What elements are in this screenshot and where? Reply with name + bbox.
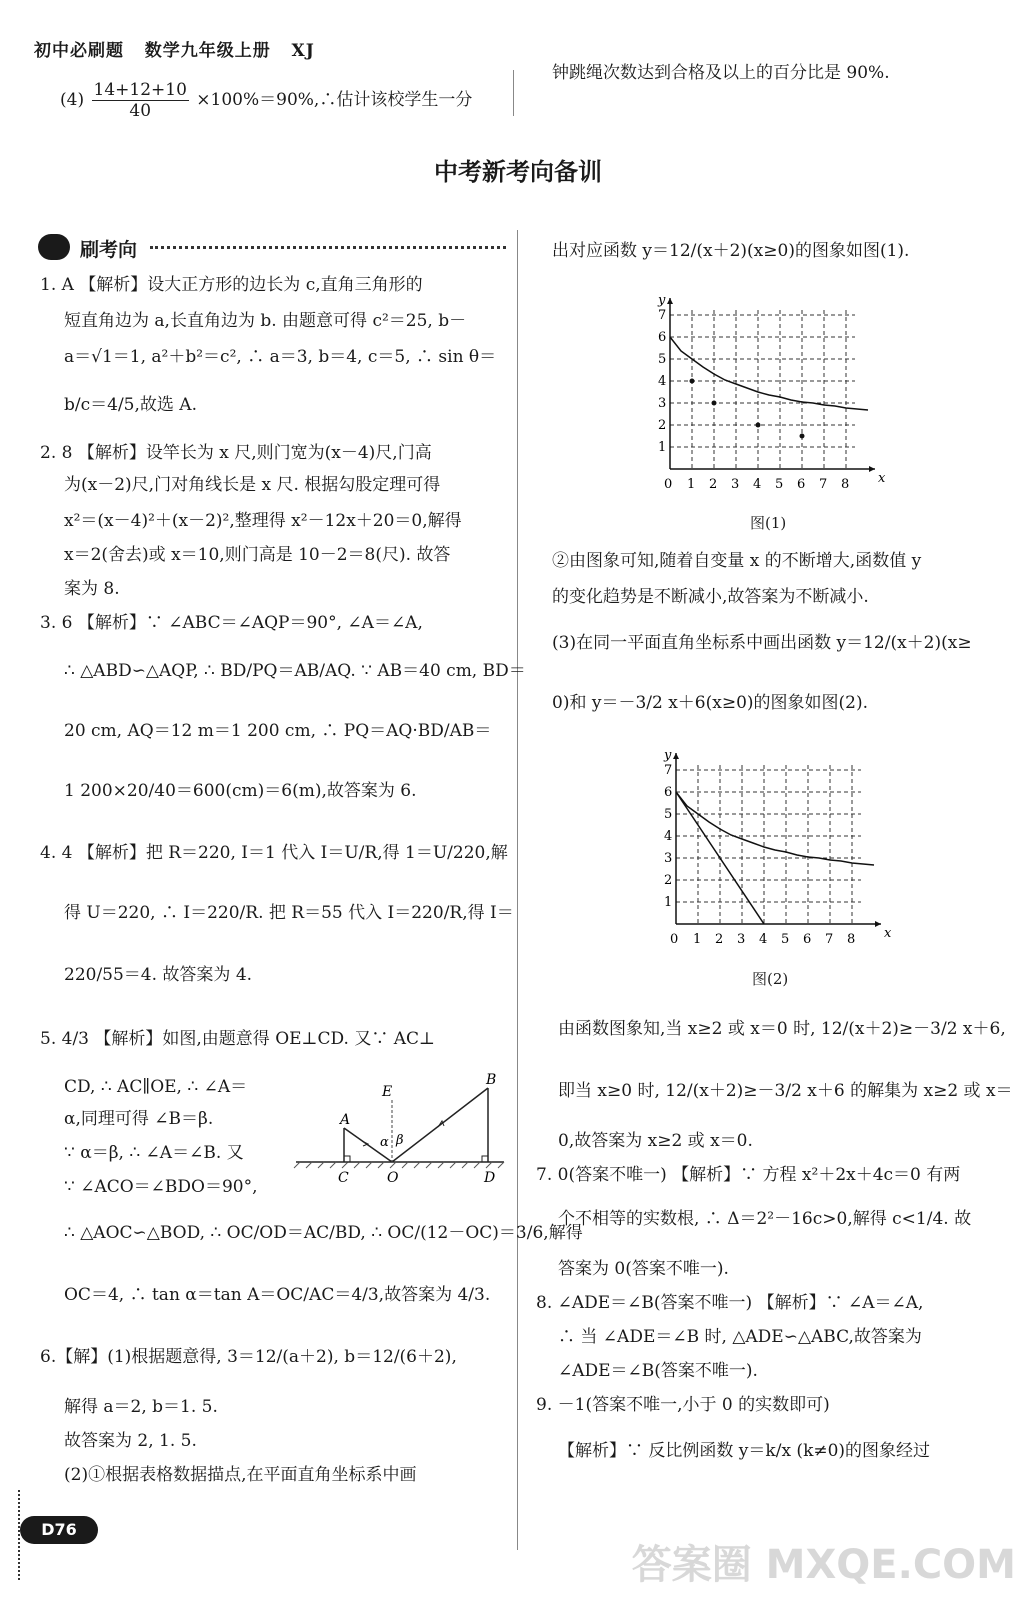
- svg-text:7: 7: [664, 763, 673, 778]
- svg-text:1: 1: [664, 895, 673, 910]
- page-edge-dots: [18, 1490, 20, 1580]
- left-line-0: 1. A 【解析】设大正方形的边长为 c,直角三角形的: [40, 275, 423, 295]
- tag-icon: [38, 234, 70, 260]
- label-E: E: [382, 1084, 393, 1100]
- left-line-7: x＝2(舍去)或 x＝10,则门高是 10－2＝8(尺). 故答: [64, 545, 451, 565]
- section-tag: 刷考向: [38, 232, 508, 262]
- svg-text:5: 5: [658, 352, 667, 367]
- left-line-5: 为(x－2)尺,门对角线长是 x 尺. 根据勾股定理可得: [64, 475, 441, 495]
- page-number: D76: [20, 1516, 98, 1544]
- left-line-2: a＝√1＝1, a²＋b²＝c², ∴ a＝3, b＝4, c＝5, ∴ sin θ＝: [64, 347, 497, 367]
- right-line-9: 0,故答案为 x≥2 或 x＝0.: [558, 1131, 753, 1151]
- left-line-14: 得 U＝220, ∴ I＝220/R. 把 R＝55 代入 I＝220/R,得 I＝: [64, 903, 514, 923]
- label-C: C: [338, 1170, 349, 1186]
- left-line-6: x²＝(x－4)²＋(x－2)²,整理得 x²－12x＋20＝0,解得: [64, 511, 462, 531]
- left-line-22: OC＝4, ∴ tan α＝tan A＝OC/AC＝4/3,故答案为 4/3.: [64, 1285, 491, 1305]
- left-line-15: 220/55＝4. 故答案为 4.: [64, 965, 253, 985]
- right-line-8: 即当 x≥0 时, 12/(x＋2)≥－3/2 x＋6 的解集为 x≥2 或 x＝: [558, 1081, 1013, 1101]
- graph-1: [650, 290, 890, 495]
- right-line-7: 由函数图象知,当 x≥2 或 x＝0 时, 12/(x＋2)≥－3/2 x＋6,: [558, 1019, 1006, 1039]
- left-line-10: ∴ △ABD∽△AQP, ∴ BD/PQ＝AB/AQ. ∵ AB＝40 cm, BD＝: [64, 661, 526, 681]
- left-line-20: ∵ ∠ACO＝∠BDO＝90°,: [64, 1177, 258, 1197]
- svg-text:x: x: [878, 471, 886, 486]
- right-line-14: ∴ 当 ∠ADE＝∠B 时, △ADE∽△ABC,故答案为: [558, 1327, 922, 1347]
- label-A: A: [340, 1112, 351, 1128]
- right-line-16: 9. －1(答案不唯一,小于 0 的实数即可): [536, 1395, 830, 1415]
- right-line-10: 7. 0(答案不唯一) 【解析】∵ 方程 x²＋2x＋4c＝0 有两: [536, 1165, 961, 1185]
- svg-text:7: 7: [819, 477, 828, 492]
- label-B: B: [486, 1072, 497, 1088]
- svg-text:y: y: [658, 293, 666, 308]
- left-line-13: 4. 4 【解析】把 R＝220, I＝1 代入 I＝U/R,得 1＝U/220,解: [40, 843, 508, 863]
- svg-text:0: 0: [664, 477, 673, 492]
- left-line-16: 5. 4/3 【解析】如图,由题意得 OE⊥CD. 又∵ AC⊥: [40, 1029, 436, 1049]
- left-line-17: CD, ∴ AC∥OE, ∴ ∠A＝: [64, 1077, 248, 1097]
- graph-2: [656, 745, 896, 950]
- left-line-19: ∵ α＝β, ∴ ∠A＝∠B. 又: [64, 1143, 244, 1163]
- right-line-4: (3)在同一平面直角坐标系中画出函数 y＝12/(x＋2)(x≥: [552, 633, 972, 653]
- svg-text:3: 3: [664, 851, 673, 866]
- svg-text:3: 3: [731, 477, 740, 492]
- right-line-5: 0)和 y＝－3/2 x＋6(x≥0)的图象如图(2).: [552, 693, 869, 713]
- right-line-11: 个不相等的实数根, ∴ Δ＝2²－16c>0,解得 c<1/4. 故: [558, 1209, 972, 1229]
- left-line-12: 1 200×20/40＝600(cm)＝6(m),故答案为 6.: [64, 781, 417, 801]
- svg-text:5: 5: [664, 807, 673, 822]
- svg-text:5: 5: [781, 932, 790, 947]
- left-line-21: ∴ △AOC∽△BOD, ∴ OC/OD＝AC/BD, ∴ OC/(12－OC)＝3/6,解得: [64, 1223, 583, 1243]
- book-header: 初中必刷题 数学九年级上册 XJ: [34, 41, 315, 61]
- svg-text:3: 3: [658, 396, 667, 411]
- svg-text:x: x: [884, 926, 892, 941]
- svg-text:6: 6: [664, 785, 673, 800]
- watermark: 答案圈 MXQE.COM: [631, 1542, 1016, 1588]
- left-line-26: (2)①根据表格数据描点,在平面直角坐标系中画: [64, 1465, 417, 1485]
- left-line-23: 6.【解】(1)根据题意得, 3＝12/(a＋2), b＝12/(6＋2),: [40, 1347, 457, 1367]
- svg-text:2: 2: [715, 932, 724, 947]
- left-line-3: b/c＝4/5,故选 A.: [64, 395, 197, 415]
- svg-text:7: 7: [658, 308, 667, 323]
- right-line-12: 答案为 0(答案不唯一).: [558, 1259, 729, 1279]
- right-line-15: ∠ADE＝∠B(答案不唯一).: [558, 1361, 758, 1381]
- tag-dots: [150, 246, 506, 249]
- svg-text:2: 2: [658, 418, 667, 433]
- svg-text:2: 2: [664, 873, 673, 888]
- label-O: O: [387, 1170, 399, 1186]
- svg-text:4: 4: [753, 477, 762, 492]
- top-right-line: 钟跳绳次数达到合格及以上的百分比是 90%.: [552, 63, 890, 83]
- svg-text:2: 2: [709, 477, 718, 492]
- label-alpha: α: [380, 1135, 389, 1150]
- label-D: D: [484, 1170, 496, 1186]
- svg-text:1: 1: [693, 932, 702, 947]
- left-line-4: 2. 8 【解析】设竿长为 x 尺,则门宽为(x－4)尺,门高: [40, 443, 432, 463]
- left-line-9: 3. 6 【解析】∵ ∠ABC＝∠AQP＝90°, ∠A＝∠A,: [40, 613, 423, 633]
- svg-text:0: 0: [670, 932, 679, 947]
- right-line-0: 出对应函数 y＝12/(x＋2)(x≥0)的图象如图(1).: [552, 241, 910, 261]
- svg-text:4: 4: [759, 932, 768, 947]
- svg-text:1: 1: [658, 440, 667, 455]
- right-line-17: 【解析】∵ 反比例函数 y＝k/x (k≠0)的图象经过: [558, 1441, 931, 1461]
- figure-2-caption: 图(2): [752, 970, 789, 988]
- top-left-line: (4) $\frac{14+12+10}{40}$ ×100%＝90%,∴估计该校学生一分: [60, 80, 473, 121]
- left-line-8: 案为 8.: [64, 579, 120, 599]
- svg-text:7: 7: [825, 932, 834, 947]
- figure-1-caption: 图(1): [750, 514, 787, 532]
- svg-text:3: 3: [737, 932, 746, 947]
- svg-text:6: 6: [803, 932, 812, 947]
- left-line-18: α,同理可得 ∠B＝β.: [64, 1109, 214, 1129]
- svg-text:8: 8: [841, 477, 850, 492]
- column-divider: [517, 230, 518, 1550]
- reflection-figure: [292, 1070, 508, 1190]
- svg-text:y: y: [664, 748, 672, 763]
- right-line-3: 的变化趋势是不断减小,故答案为不断减小.: [552, 587, 869, 607]
- section-title: 中考新考向备训: [434, 157, 602, 186]
- right-line-2: ②由图象可知,随着自变量 x 的不断增大,函数值 y: [552, 551, 922, 571]
- left-line-11: 20 cm, AQ＝12 m＝1 200 cm, ∴ PQ＝AQ·BD/AB＝: [64, 721, 492, 741]
- svg-text:1: 1: [687, 477, 696, 492]
- svg-text:4: 4: [664, 829, 673, 844]
- label-beta: β: [396, 1133, 404, 1148]
- left-line-24: 解得 a＝2, b＝1. 5.: [64, 1397, 218, 1417]
- left-line-25: 故答案为 2, 1. 5.: [64, 1431, 197, 1451]
- top-divider: [513, 70, 514, 116]
- svg-text:5: 5: [775, 477, 784, 492]
- left-line-1: 短直角边为 a,长直角边为 b. 由题意可得 c²＝25, b－: [64, 311, 467, 331]
- svg-text:6: 6: [797, 477, 806, 492]
- svg-text:4: 4: [658, 374, 667, 389]
- right-line-13: 8. ∠ADE＝∠B(答案不唯一) 【解析】∵ ∠A＝∠A,: [536, 1293, 924, 1313]
- svg-text:8: 8: [847, 932, 856, 947]
- svg-text:6: 6: [658, 330, 667, 345]
